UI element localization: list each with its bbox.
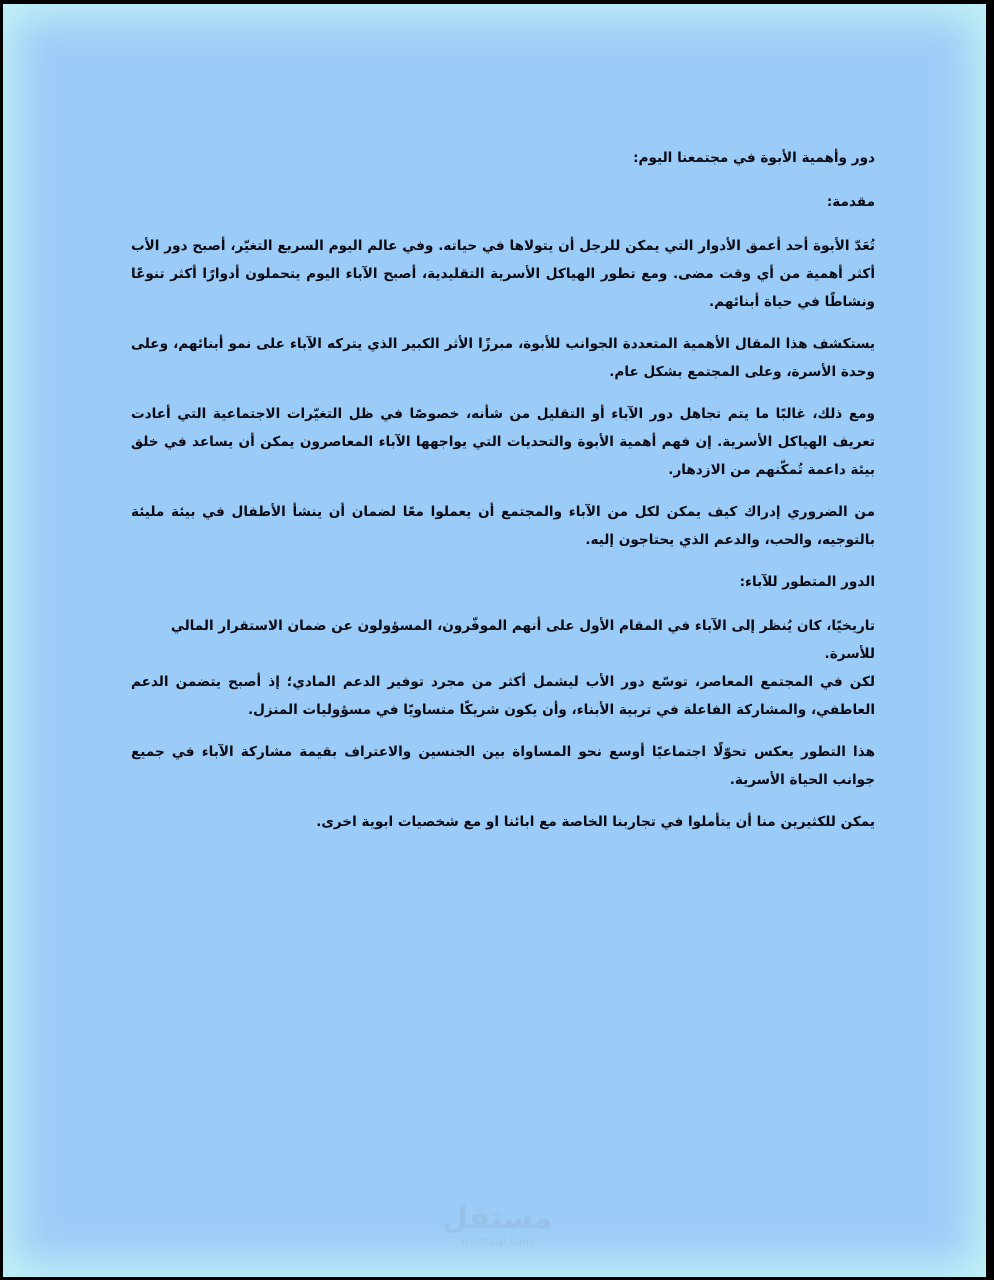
- watermark-logo: مستقل: [442, 1201, 552, 1236]
- document-title: دور وأهمية الأبوة في مجتمعنا اليوم:: [633, 150, 875, 166]
- paragraph: تاريخيًا، كان يُنظر إلى الآباء في المقام الأول على أنهم الموفّرون، المسؤولون عن ضمان الاستقرار المالي للأسرة.: [170, 618, 875, 662]
- paragraph: هذا التطور يعكس تحوّلًا اجتماعيًا أوسع نحو المساواة بين الجنسين والاعتراف بقيمة مشاركة الآباء في جميع جوانب الحياة الأسرية.: [131, 744, 875, 788]
- paragraph: لكن في المجتمع المعاصر، توسّع دور الأب ليشمل أكثر من مجرد توفير الدعم المادي؛ إذ أصبح يتضمن الدعم العاطفي، والمشاركة الفاعلة في تربية الأبناء، وأن يكون شريكًا متساويًا في مسؤوليات المنزل.: [131, 674, 875, 718]
- paragraph: ومع ذلك، غالبًا ما يتم تجاهل دور الآباء أو التقليل من شأنه، خصوصًا في ظل التغيّرات الاجتماعية التي أعادت تعريف الهياكل الأسرية. إن فهم أهمية الأبوة والتحديات التي يواجهها الآباء المعاصرون يمكن أن يساعد في خلق بيئة داعمة تُمكّنهم من الازدهار.: [131, 406, 875, 478]
- paragraph: تُعَدّ الأبوة أحد أعمق الأدوار التي يمكن للرجل أن يتولاها في حياته. وفي عالم اليوم السريع التغيّر، أصبح دور الأب أكثر أهمية من أي وقت مضى. ومع تطور الهياكل الأسرية التقليدية، أصبح الآباء اليوم يتحملون أدوارًا أكثر تنوعًا ونشاطًا في حياة أبنائهم.: [131, 238, 875, 310]
- document-page: [3, 4, 986, 1277]
- intro-heading: مقدمة:: [826, 194, 875, 210]
- watermark-url: mostaql.com: [461, 1235, 533, 1248]
- document-body: [131, 144, 875, 850]
- section-heading: الدور المتطور للآباء:: [739, 574, 875, 590]
- paragraph: من الضروري إدراك كيف يمكن لكل من الآباء والمجتمع أن يعملوا معًا لضمان أن ينشأ الأطفال في بيئة مليئة بالتوجيه، والحب، والدعم الذي يحتاجون إليه.: [131, 504, 875, 548]
- paragraph: يمكن للكثيرين منا أن يتأملوا في تجاربنا الخاصة مع ابائنا او مع شخصيات ابوية اخرى.: [316, 814, 875, 830]
- watermark: [0, 1203, 994, 1249]
- paragraph: يستكشف هذا المقال الأهمية المتعددة الجوانب للأبوة، مبرزًا الأثر الكبير الذي يتركه الآباء على نمو أبنائهم، وعلى وحدة الأسرة، وعلى المجتمع بشكل عام.: [131, 336, 875, 380]
